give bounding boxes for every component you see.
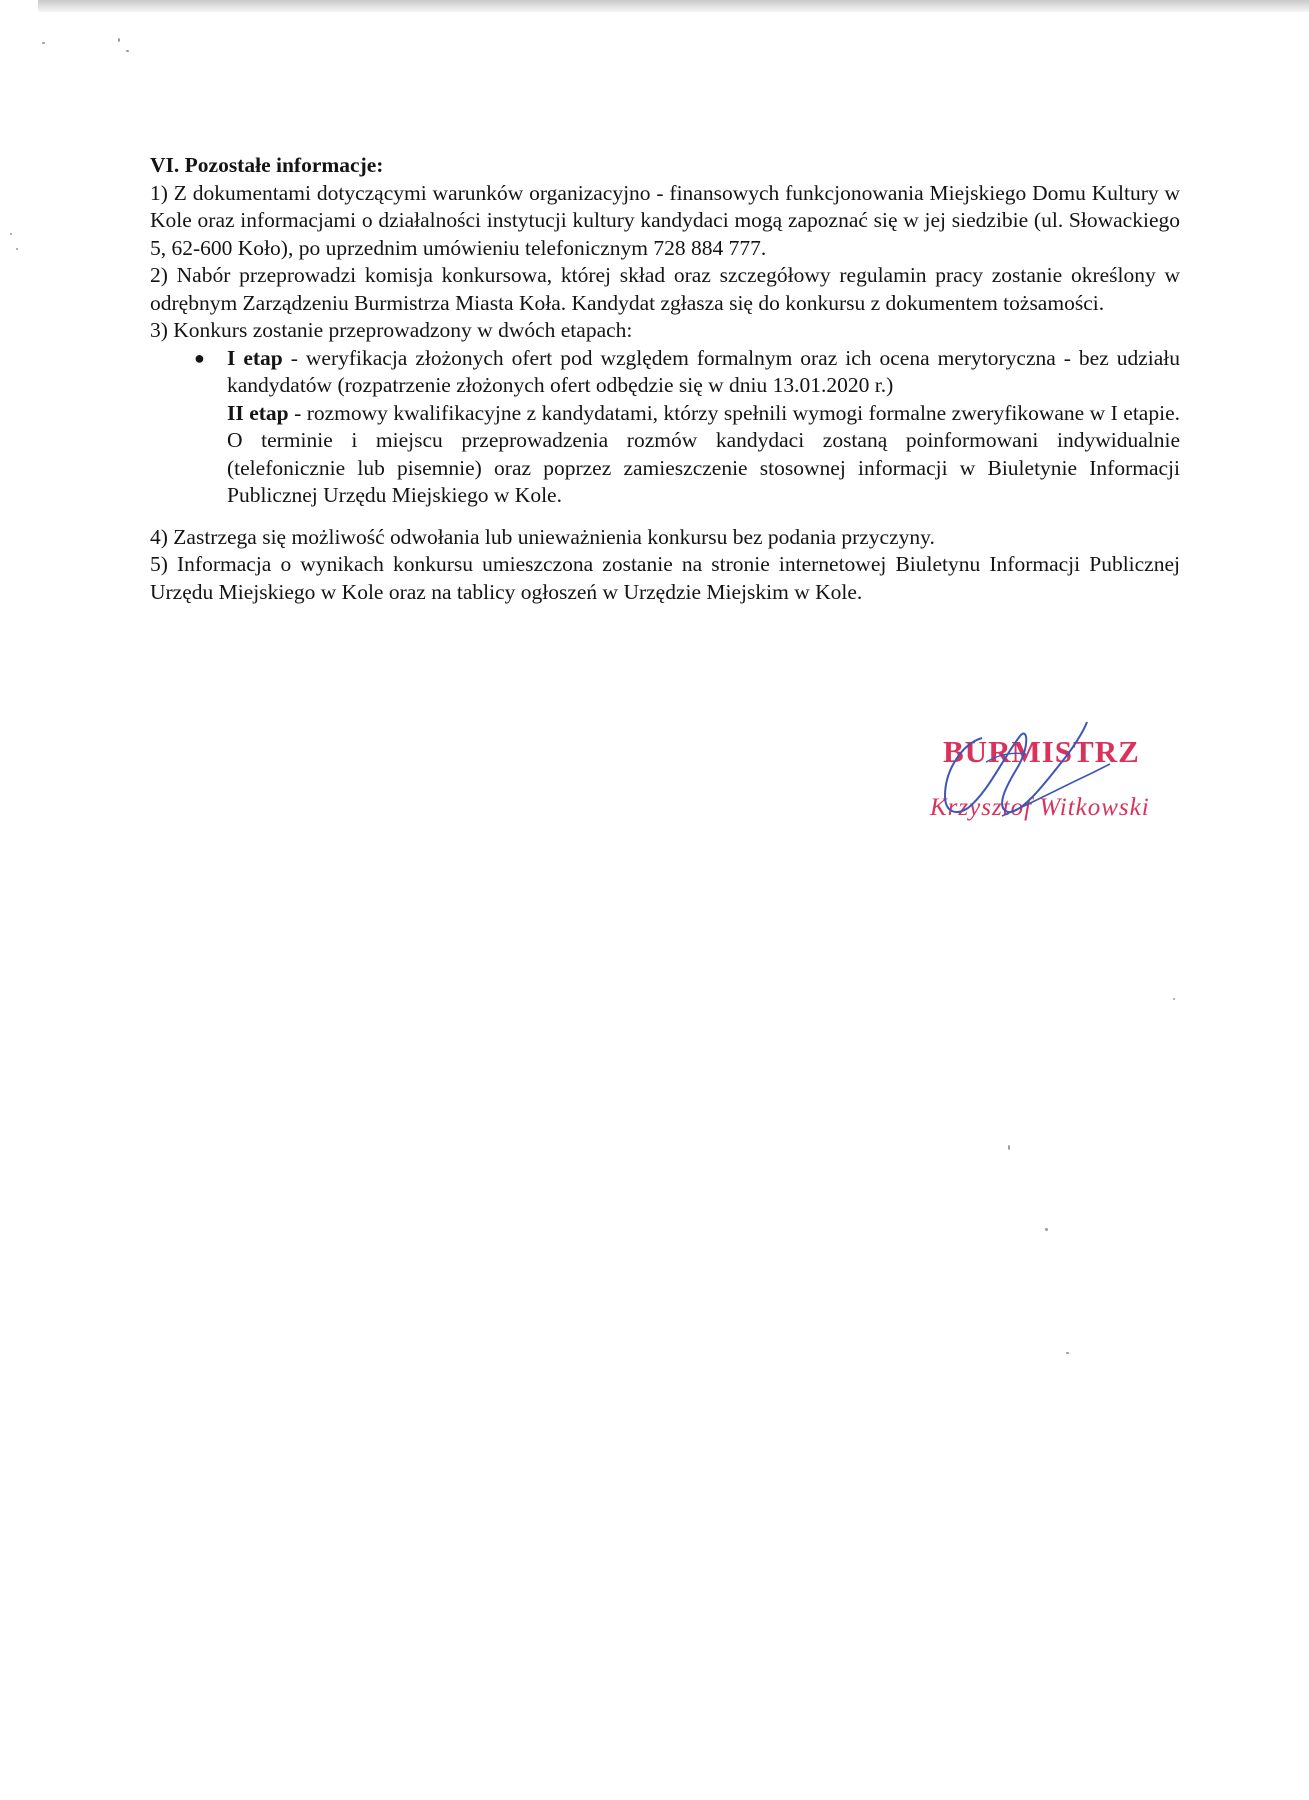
signature-stamp bbox=[890, 700, 1190, 850]
section-title: VI. Pozostałe informacje: bbox=[150, 153, 384, 177]
scan-speck bbox=[1173, 998, 1175, 1000]
scan-speck bbox=[10, 233, 12, 235]
stamp-name: Krzysztof Witkowski bbox=[930, 794, 1150, 821]
scan-top-left-corner bbox=[0, 0, 38, 14]
scan-speck bbox=[16, 248, 18, 250]
paragraph-4: 4) Zastrzega się możliwość odwołania lub unieważnienia konkursu bez podania przyczyny. bbox=[150, 524, 935, 549]
stage-2-label: II etap bbox=[227, 400, 289, 425]
scan-speck bbox=[42, 42, 45, 44]
paragraph-1: 1) Z dokumentami dotyczącymi warunków organizacyjno - finansowych funkcjonowania Miejskiego Domu Kultury w Kole oraz informacjami o działalności instytucji kultury kandydaci mogą zapoznać się w jej siedzibie (ul. Słowackiego 5, 62-600 Koło), po uprzednim umówieniu telefonicznym 728 884 777. bbox=[150, 180, 1180, 260]
stage-2-text: - rozmowy kwalifikacyjne z kandydatami, którzy spełnili wymogi formalne zweryfikowane w I etapie. O terminie i miejscu przeprowadzenia rozmów kandydaci zostaną poinformowani indywidualnie (telefonicznie lub pisemnie) oraz poprzez zamieszczenie stosownej informacji w Biuletynie Informacji Publicznej Urzędu Miejskiego w Kole. bbox=[227, 400, 1180, 507]
bullet-icon: ● bbox=[194, 347, 205, 368]
paragraph-gap bbox=[150, 510, 1180, 524]
stage-2-item bbox=[227, 400, 1180, 510]
paragraph-3: 3) Konkurs zostanie przeprowadzony w dwóch etapach: bbox=[150, 318, 633, 342]
scan-speck bbox=[1008, 1145, 1010, 1150]
handwritten-signature bbox=[890, 700, 1190, 850]
scan-speck bbox=[1066, 1352, 1069, 1354]
scan-top-edge bbox=[0, 0, 1309, 12]
scan-speck bbox=[118, 38, 120, 42]
paragraph-2: 2) Nabór przeprowadzi komisja konkursowa, której skład oraz szczegółowy regulamin pracy zostanie określony w odrębnym Zarządzeniu Burmistrza Miasta Koła. Kandydat zgłasza się do konkursu z dokumentem tożsamości. bbox=[150, 263, 1180, 315]
scan-speck bbox=[1045, 1228, 1048, 1231]
stage-list bbox=[150, 345, 1180, 510]
signature-stroke bbox=[945, 722, 1087, 812]
paragraph-5: 5) Informacja o wynikach konkursu umieszczona zostanie na stronie internetowej Biuletynu Informacji Publicznej Urzędu Miejskiego w Kole oraz na tablicy ogłoszeń w Urzędzie Miejskim w Kole. bbox=[150, 552, 1180, 604]
stage-1-item bbox=[227, 345, 1180, 400]
signature-stroke bbox=[1002, 764, 1110, 816]
document-body bbox=[150, 152, 1180, 606]
stage-1-label: I etap bbox=[227, 345, 283, 370]
scan-speck bbox=[126, 50, 129, 52]
stamp-title: BURMISTRZ bbox=[943, 734, 1140, 769]
stage-1-text: - weryfikacja złożonych ofert pod względem formalnym oraz ich ocena merytoryczna - bez udziału kandydatów (rozpatrzenie złożonych ofert odbędzie się w dniu 13.01.2020 r.) bbox=[227, 345, 1180, 397]
